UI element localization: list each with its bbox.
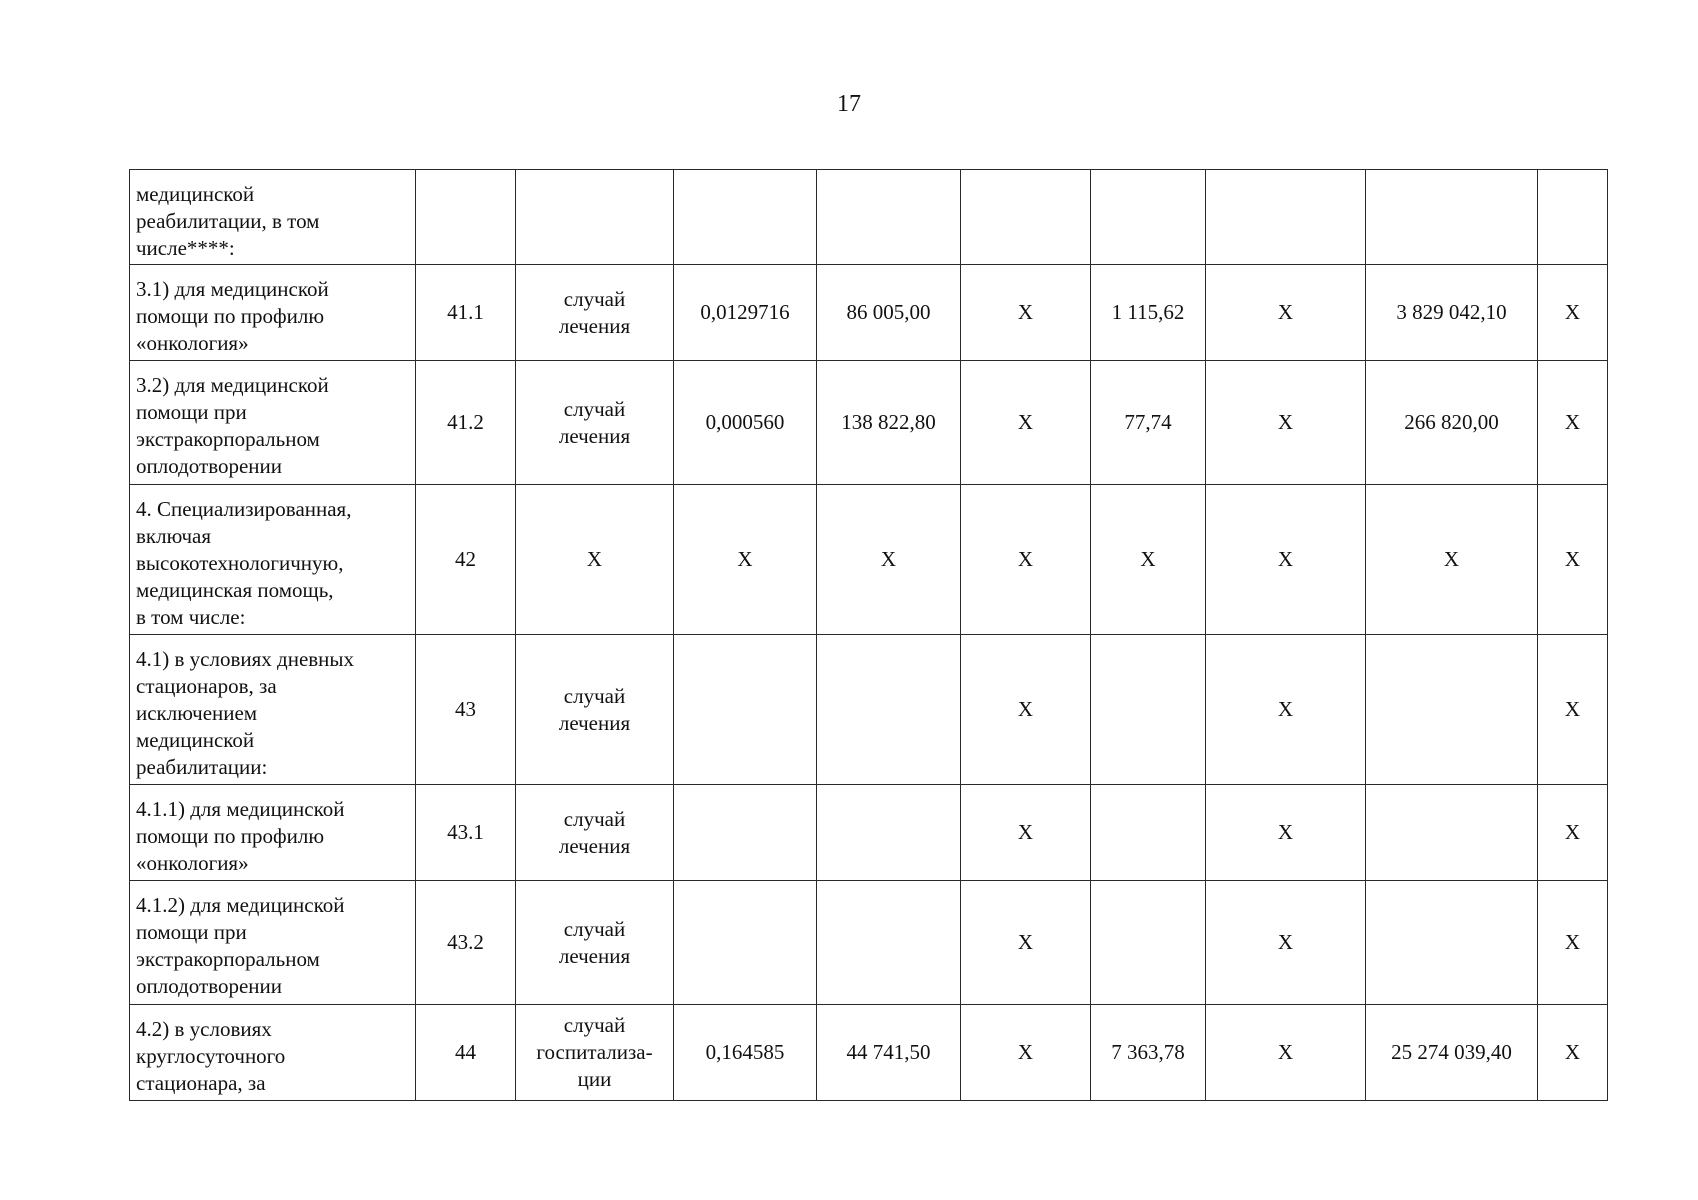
- cell-value: 41.2: [447, 410, 484, 434]
- oms-per-capita-cell: [1091, 361, 1206, 485]
- cell-value: X: [1277, 930, 1294, 954]
- cell-value: X: [1277, 1040, 1294, 1064]
- cell-value: X: [1564, 1040, 1581, 1064]
- oms-per-capita-cell: [1091, 1005, 1206, 1101]
- cell-value: X: [1017, 930, 1034, 954]
- cell-value: X: [1017, 547, 1034, 571]
- oms-per-capita-cell: [1091, 265, 1206, 361]
- cell-value: случай лечения: [558, 286, 631, 338]
- budget-total-cell: [1206, 785, 1366, 881]
- unit-cell: [516, 881, 674, 1005]
- cell-value: X: [1564, 410, 1581, 434]
- cell-value: 3 829 042,10: [1396, 300, 1507, 324]
- line-number-cell: [416, 1005, 516, 1101]
- cell-value: 77,74: [1124, 410, 1172, 434]
- volume-norm-cell: [674, 881, 817, 1005]
- table-row: [130, 881, 1608, 1005]
- cell-value: 43.1: [447, 820, 484, 844]
- row-name-cell: [130, 635, 416, 785]
- share-cell: [1538, 785, 1608, 881]
- cost-norm-cell: [817, 485, 961, 635]
- oms-per-capita-cell: [1091, 881, 1206, 1005]
- cell-value: X: [1277, 300, 1294, 324]
- volume-norm-cell: [674, 785, 817, 881]
- table-row: [130, 170, 1608, 265]
- cell-value: X: [586, 547, 603, 571]
- line-number-cell: [416, 485, 516, 635]
- page-number: 17: [837, 91, 861, 117]
- cell-value: X: [1017, 820, 1034, 844]
- row-name-cell: [130, 170, 416, 265]
- cost-norm-cell: [817, 361, 961, 485]
- row-name-cell: [130, 881, 416, 1005]
- share-cell: [1538, 170, 1608, 265]
- row-name-cell: [130, 265, 416, 361]
- row-name-text: 4.2) в условиях круглосуточного стационара, за: [136, 1017, 286, 1095]
- line-number-cell: [416, 361, 516, 485]
- row-name-text: 4.1) в условиях дневных стационаров, за исключением медицинской реабилитации:: [136, 647, 355, 779]
- cell-value: X: [1564, 547, 1581, 571]
- cell-value: 44 741,50: [846, 1040, 931, 1064]
- row-name-text: 4.1.1) для медицинской помощи по профилю «онкология»: [136, 797, 345, 875]
- oms-total-cell: [1366, 361, 1538, 485]
- cell-value: X: [1017, 300, 1034, 324]
- cell-value: X: [1277, 547, 1294, 571]
- cell-value: 7 363,78: [1111, 1040, 1185, 1064]
- oms-total-cell: [1366, 170, 1538, 265]
- row-name-cell: [130, 785, 416, 881]
- table-row: [130, 1005, 1608, 1101]
- cost-norm-cell: [817, 265, 961, 361]
- cell-value: 1 115,62: [1111, 300, 1185, 324]
- cell-value: 266 820,00: [1404, 410, 1499, 434]
- budget-total-cell: [1206, 265, 1366, 361]
- cell-value: 0,000560: [705, 410, 785, 434]
- budget-per-capita-cell: [961, 361, 1091, 485]
- oms-per-capita-cell: [1091, 785, 1206, 881]
- oms-total-cell: [1366, 485, 1538, 635]
- medical-care-table: [129, 169, 1608, 1101]
- oms-per-capita-cell: [1091, 170, 1206, 265]
- budget-per-capita-cell: [961, 485, 1091, 635]
- table-row: [130, 361, 1608, 485]
- budget-per-capita-cell: [961, 785, 1091, 881]
- oms-total-cell: [1366, 265, 1538, 361]
- cell-value: 0,0129716: [700, 300, 790, 324]
- oms-per-capita-cell: [1091, 635, 1206, 785]
- cell-value: X: [1277, 410, 1294, 434]
- oms-total-cell: [1366, 785, 1538, 881]
- volume-norm-cell: [674, 1005, 817, 1101]
- cell-value: случай лечения: [558, 683, 631, 735]
- line-number-cell: [416, 170, 516, 265]
- oms-total-cell: [1366, 881, 1538, 1005]
- cell-value: случай госпитализа- ции: [536, 1013, 653, 1091]
- cell-value: 43: [455, 697, 476, 721]
- unit-cell: [516, 635, 674, 785]
- share-cell: [1538, 881, 1608, 1005]
- budget-total-cell: [1206, 881, 1366, 1005]
- unit-cell: [516, 361, 674, 485]
- table-row: [130, 485, 1608, 635]
- budget-total-cell: [1206, 485, 1366, 635]
- volume-norm-cell: [674, 635, 817, 785]
- cell-value: X: [1017, 410, 1034, 434]
- cell-value: 0,164585: [705, 1040, 785, 1064]
- row-name-cell: [130, 485, 416, 635]
- cost-norm-cell: [817, 635, 961, 785]
- volume-norm-cell: [674, 361, 817, 485]
- budget-per-capita-cell: [961, 170, 1091, 265]
- line-number-cell: [416, 265, 516, 361]
- budget-total-cell: [1206, 361, 1366, 485]
- cell-value: 138 822,80: [841, 410, 936, 434]
- share-cell: [1538, 361, 1608, 485]
- budget-total-cell: [1206, 170, 1366, 265]
- cell-value: X: [1564, 300, 1581, 324]
- cell-value: X: [1564, 820, 1581, 844]
- cell-value: случай лечения: [558, 806, 631, 858]
- share-cell: [1538, 635, 1608, 785]
- table-row: [130, 635, 1608, 785]
- cost-norm-cell: [817, 785, 961, 881]
- table-row: [130, 785, 1608, 881]
- unit-cell: [516, 785, 674, 881]
- budget-total-cell: [1206, 635, 1366, 785]
- row-name-text: медицинской реабилитации, в том числе****:: [136, 182, 320, 260]
- cost-norm-cell: [817, 881, 961, 1005]
- row-name-text: 3.1) для медицинской помощи по профилю «онкология»: [136, 277, 329, 355]
- volume-norm-cell: [674, 265, 817, 361]
- unit-cell: [516, 485, 674, 635]
- cell-value: X: [1564, 697, 1581, 721]
- row-name-text: 4. Специализированная, включая высокотехнологичную, медицинская помощь, в том числе:: [136, 497, 352, 629]
- cell-value: 25 274 039,40: [1391, 1040, 1512, 1064]
- budget-per-capita-cell: [961, 881, 1091, 1005]
- cell-value: X: [737, 547, 753, 571]
- line-number-cell: [416, 881, 516, 1005]
- cell-value: X: [1140, 547, 1156, 571]
- budget-per-capita-cell: [961, 1005, 1091, 1101]
- oms-total-cell: [1366, 635, 1538, 785]
- row-name-cell: [130, 361, 416, 485]
- unit-cell: [516, 170, 674, 265]
- budget-per-capita-cell: [961, 265, 1091, 361]
- cell-value: X: [1017, 1040, 1034, 1064]
- cost-norm-cell: [817, 1005, 961, 1101]
- row-name-text: 3.2) для медицинской помощи при экстракорпоральном оплодотворении: [136, 373, 329, 478]
- volume-norm-cell: [674, 485, 817, 635]
- cell-value: X: [1017, 697, 1034, 721]
- cell-value: случай лечения: [558, 396, 631, 448]
- share-cell: [1538, 1005, 1608, 1101]
- oms-total-cell: [1366, 1005, 1538, 1101]
- share-cell: [1538, 265, 1608, 361]
- cell-value: 86 005,00: [846, 300, 931, 324]
- unit-cell: [516, 265, 674, 361]
- oms-per-capita-cell: [1091, 485, 1206, 635]
- cell-value: X: [880, 547, 897, 571]
- row-name-cell: [130, 1005, 416, 1101]
- line-number-cell: [416, 785, 516, 881]
- cell-value: X: [1277, 697, 1294, 721]
- volume-norm-cell: [674, 170, 817, 265]
- share-cell: [1538, 485, 1608, 635]
- row-name-text: 4.1.2) для медицинской помощи при экстракорпоральном оплодотворении: [136, 893, 345, 998]
- unit-cell: [516, 1005, 674, 1101]
- cell-value: 44: [455, 1040, 476, 1064]
- cell-value: 43.2: [447, 930, 484, 954]
- cell-value: X: [1277, 820, 1294, 844]
- cell-value: X: [1443, 547, 1460, 571]
- table-row: [130, 265, 1608, 361]
- cell-value: 41.1: [447, 300, 484, 324]
- cost-norm-cell: [817, 170, 961, 265]
- cell-value: 42: [455, 547, 476, 571]
- cell-value: случай лечения: [558, 916, 631, 968]
- budget-per-capita-cell: [961, 635, 1091, 785]
- budget-total-cell: [1206, 1005, 1366, 1101]
- cell-value: X: [1564, 930, 1581, 954]
- line-number-cell: [416, 635, 516, 785]
